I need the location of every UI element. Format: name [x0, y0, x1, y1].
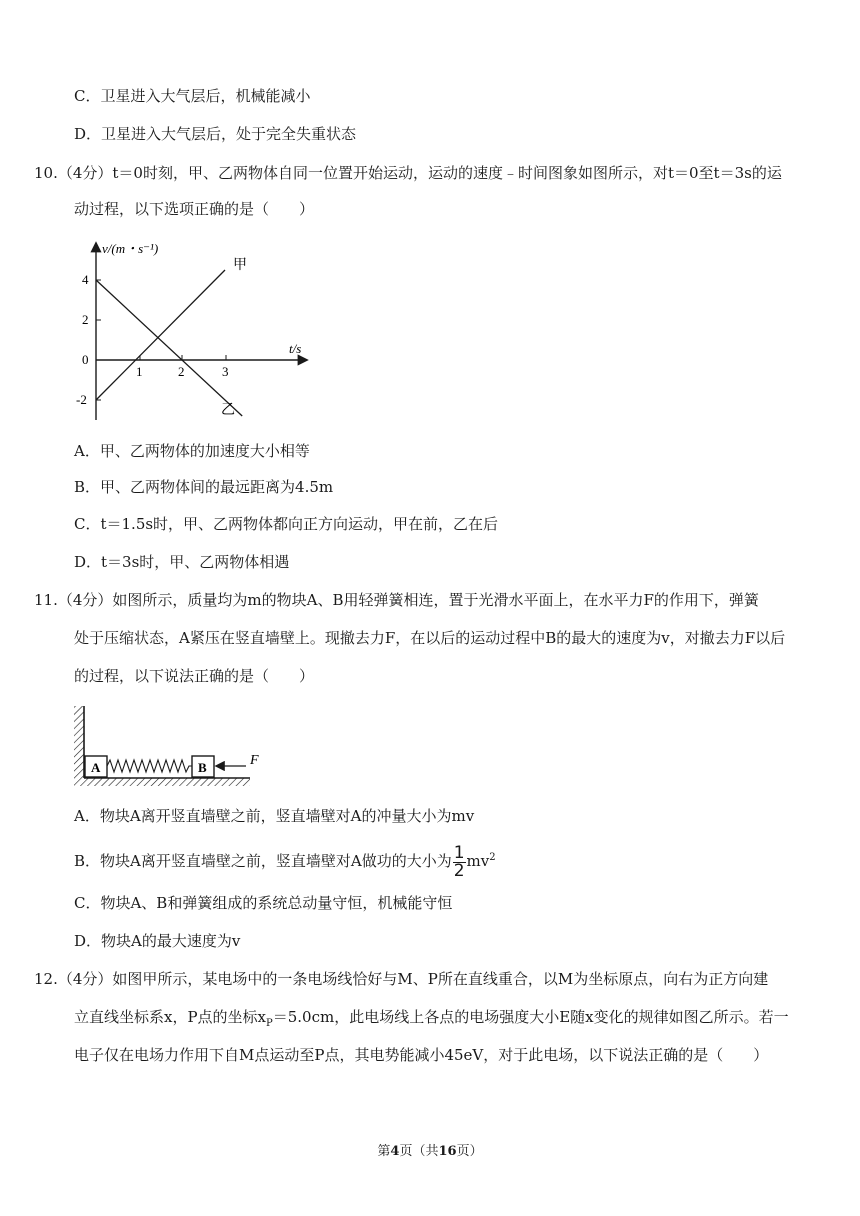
option-10a: A．甲、乙两物体的加速度大小相等 — [74, 442, 310, 460]
wall-hatching — [74, 706, 84, 778]
question-12-stem-line-2 — [74, 1007, 789, 1034]
y-tick-label: 4 — [82, 272, 89, 287]
footer-text: 第 — [377, 1144, 391, 1159]
fraction-denominator: 2 — [453, 860, 465, 881]
y-axis-label: v/(m・s⁻¹) — [102, 241, 159, 256]
page-footer — [0, 1140, 860, 1159]
total-page-count: 16 — [438, 1144, 457, 1159]
x-axis-label: t/s — [289, 341, 302, 356]
current-page-number: 4 — [390, 1144, 400, 1159]
option-10d: D．t＝3s时，甲、乙两物体相遇 — [74, 553, 290, 571]
option-11b-text: B．物块A离开竖直墙壁之前，竖直墙壁对A做功的大小为 — [74, 852, 452, 870]
option-11b — [74, 843, 496, 880]
series-jia-line — [96, 270, 225, 400]
option-9d: D．卫星进入大气层后，处于完全失重状态 — [74, 125, 357, 143]
x-tick-marks — [140, 355, 226, 360]
option-10b: B．甲、乙两物体间的最远距离为4.5m — [74, 478, 334, 496]
option-11b-exponent: 2 — [489, 852, 496, 863]
question-10-stem-line-1: 10.（4分）t＝0时刻，甲、乙两物体自同一位置开始运动，运动的速度﹣时间图象如图所示，对t＝0至t＝3s的运 — [34, 164, 782, 182]
subscript-p: P — [266, 1018, 273, 1029]
question-12-stem-line-1: 12.（4分）如图甲所示，某电场中的一条电场线恰好与M、P所在直线重合，以M为坐标原点，向右为正方向建 — [34, 970, 769, 988]
question-11-stem-line-1: 11.（4分）如图所示，质量均为m的物块A、B用轻弹簧相连，置于光滑水平面上，在水平力F的作用下，弹簧 — [34, 591, 759, 609]
spring — [107, 760, 192, 772]
block-b-label: B — [198, 760, 207, 775]
option-11b-mv: mv — [466, 852, 490, 870]
velocity-time-graph — [70, 236, 320, 426]
x-tick-label: 2 — [178, 364, 185, 379]
y-tick-label: 0 — [82, 352, 89, 367]
series-jia-label: 甲 — [233, 258, 247, 273]
option-9c: C．卫星进入大气层后，机械能减小 — [74, 87, 311, 105]
footer-text: 页（共 — [399, 1144, 439, 1159]
force-label: F — [250, 753, 259, 768]
option-11d: D．物块A的最大速度为v — [74, 932, 241, 950]
x-tick-label: 3 — [222, 364, 229, 379]
question-12-stem-line-3: 电子仅在电场力作用下自M点运动至P点，其电势能减小45eV，对于此电场，以下说法正确的是（ ） — [74, 1046, 769, 1064]
x-tick-label: 1 — [136, 364, 143, 379]
question-11-stem-line-2: 处于压缩状态，A紧压在竖直墙壁上。现撤去力F，在以后的运动过程中B的最大的速度为v，对撤去力F以后 — [74, 629, 786, 647]
question-12-stem-part: ＝5.0cm，此电场线上各点的电场强度大小E随x变化的规律如图乙所示。若一 — [272, 1008, 789, 1026]
option-10c: C．t＝1.5s时，甲、乙两物体都向正方向运动，甲在前，乙在后 — [74, 515, 499, 533]
fraction-one-half — [453, 842, 466, 881]
block-a-label: A — [91, 760, 101, 775]
series-yi-line — [96, 280, 242, 416]
question-11-stem-line-3: 的过程，以下说法正确的是（ ） — [74, 667, 315, 685]
y-tick-label: -2 — [76, 392, 87, 407]
y-tick-marks — [96, 280, 101, 400]
spring-block-diagram — [70, 704, 280, 786]
option-11c: C．物块A、B和弹簧组成的系统总动量守恒，机械能守恒 — [74, 894, 453, 912]
question-10-stem-line-2: 动过程，以下选项正确的是（ ） — [74, 200, 315, 218]
series-yi-label: 乙 — [221, 403, 235, 418]
y-tick-label: 2 — [82, 312, 89, 327]
fraction-numerator: 1 — [453, 842, 465, 863]
question-12-stem-part: 立直线坐标系x，P点的坐标x — [74, 1008, 267, 1026]
option-11a: A．物块A离开竖直墙壁之前，竖直墙壁对A的冲量大小为mv — [74, 807, 475, 825]
floor-hatching — [74, 778, 250, 786]
footer-text: 页） — [456, 1144, 483, 1159]
